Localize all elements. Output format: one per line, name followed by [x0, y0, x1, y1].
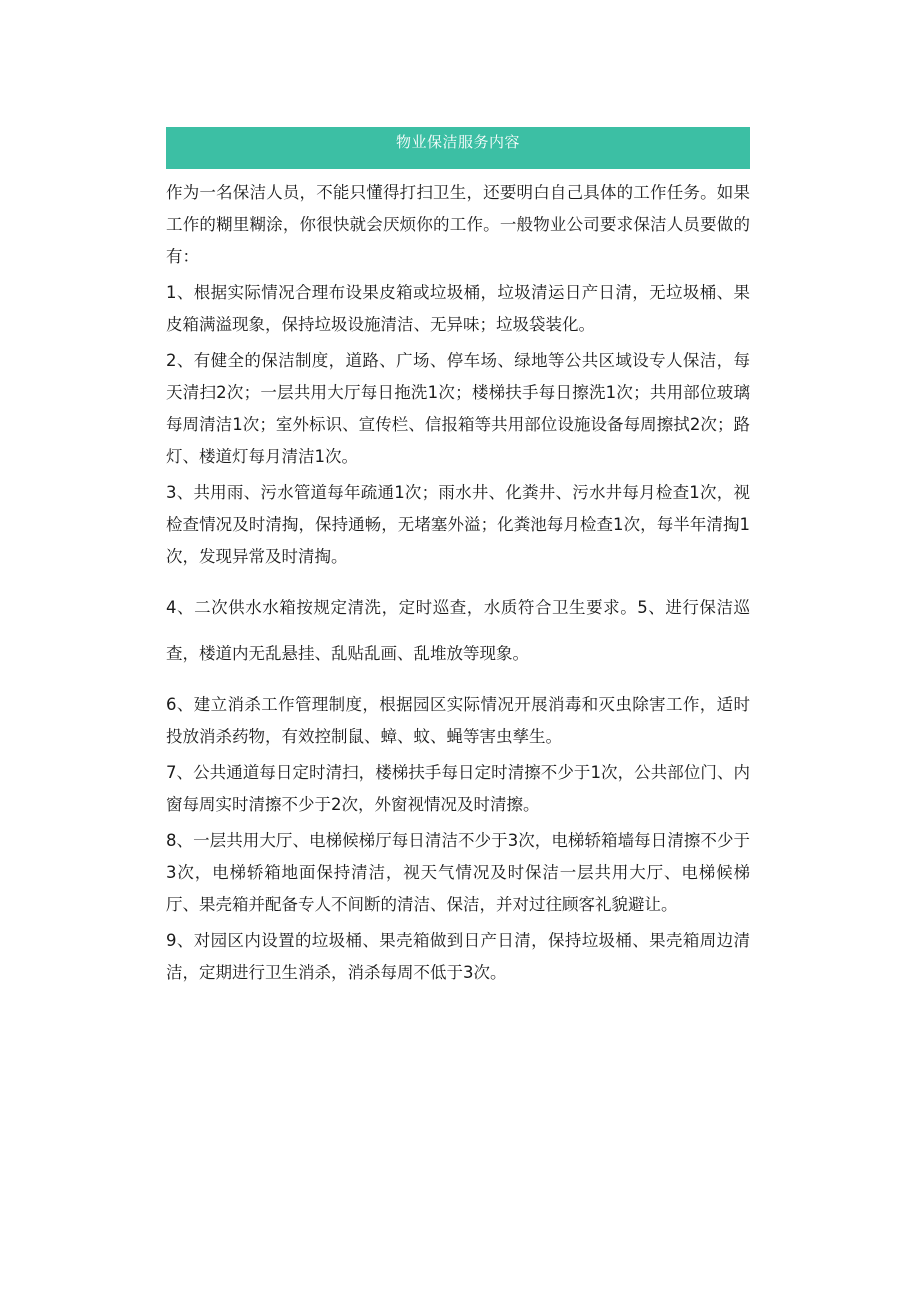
- item-paragraph-3: 3、共用雨、污水管道每年疏通1次；雨水井、化粪井、污水井每月检查1次，视检查情况及时清掏，保持通畅，无堵塞外溢；化粪池每月检查1次，每半年清掏1次，发现异常及时清掏。: [166, 483, 750, 566]
- item-paragraph-6: 6、建立消杀工作管理制度，根据园区实际情况开展消毒和灭虫除害工作，适时投放消杀药物，有效控制鼠、蟑、蚊、蝇等害虫孳生。: [166, 695, 750, 746]
- document-body: [166, 177, 750, 989]
- item-paragraph-2: 2、有健全的保洁制度，道路、广场、停车场、绿地等公共区域设专人保洁，每天清扫2次；一层共用大厅每日拖洗1次；楼梯扶手每日擦洗1次；共用部位玻璃每周清洁1次；室外标识、宣传栏、信报箱等共用部位设施设备每周擦拭2次；路灯、楼道灯每月清洁1次。: [166, 351, 750, 466]
- item-paragraph-7: 7、公共通道每日定时清扫，楼梯扶手每日定时清擦不少于1次，公共部位门、内窗每周实时清擦不少于2次，外窗视情况及时清擦。: [166, 763, 750, 814]
- document-page: [166, 127, 750, 993]
- intro-paragraph: 作为一名保洁人员，不能只懂得打扫卫生，还要明白自己具体的工作任务。如果工作的糊里糊涂，你很快就会厌烦你的工作。一般物业公司要求保洁人员要做的有：: [166, 183, 750, 266]
- page-title: 物业保洁服务内容: [166, 127, 750, 169]
- item-paragraph-8: 8、一层共用大厅、电梯候梯厅每日清洁不少于3次，电梯轿箱墙每日清擦不少于3次，电梯轿箱地面保持清洁，视天气情况及时保洁一层共用大厅、电梯候梯厅、果壳箱并配备专人不间断的清洁、保洁，并对过往顾客礼貌避让。: [166, 831, 750, 914]
- item-paragraph-9: 9、对园区内设置的垃圾桶、果壳箱做到日产日清，保持垃圾桶、果壳箱周边清洁，定期进行卫生消杀，消杀每周不低于3次。: [166, 931, 750, 982]
- item-paragraph-4-5: 4、二次供水水箱按规定清洗，定时巡查，水质符合卫生要求。5、进行保洁巡查，楼道内无乱悬挂、乱贴乱画、乱堆放等现象。: [166, 598, 750, 663]
- item-paragraph-1: 1、根据实际情况合理布设果皮箱或垃圾桶，垃圾清运日产日清，无垃圾桶、果皮箱满溢现象，保持垃圾设施清洁、无异味；垃圾袋装化。: [166, 283, 750, 334]
